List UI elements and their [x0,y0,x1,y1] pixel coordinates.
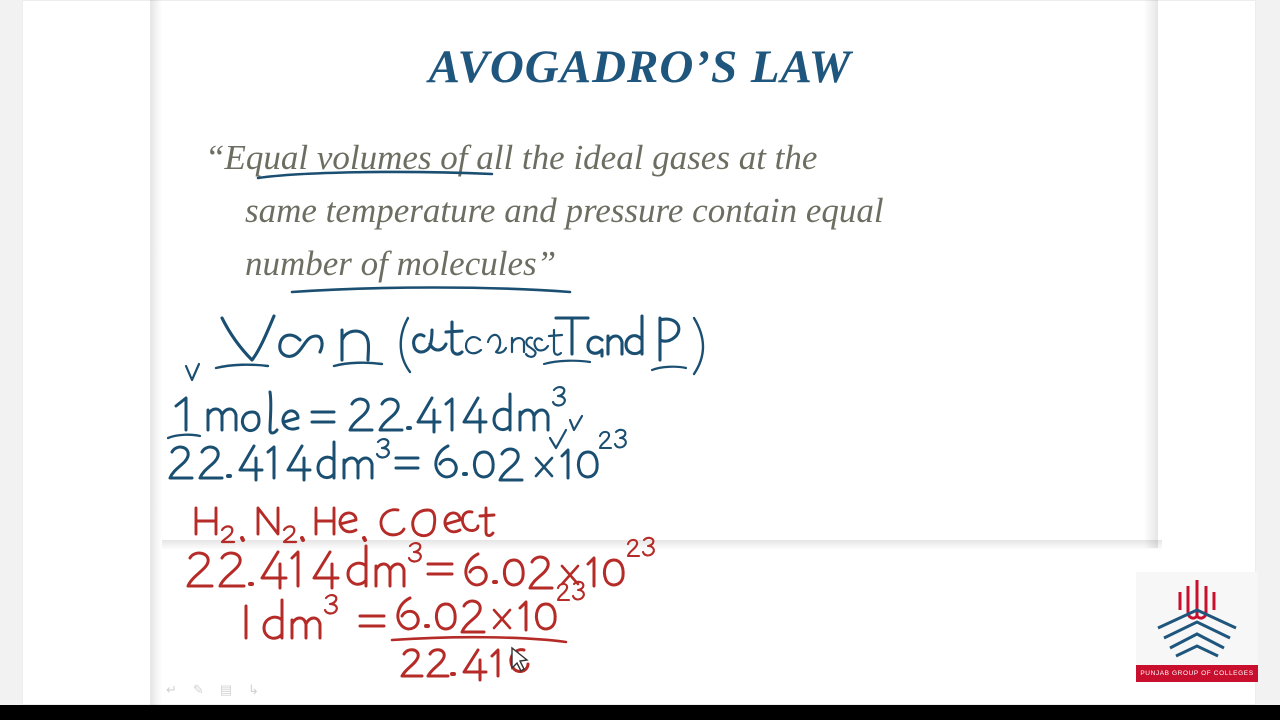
frame-right-strip [1256,0,1280,705]
institution-logo [1136,572,1258,682]
player-bottom-bar [0,705,1280,720]
quote-line-2: same temperature and pressure contain equal [245,191,884,230]
annotation-toolbar[interactable] [166,682,259,698]
quote-line-1: “Equal volumes of all the ideal gases at the [205,138,818,177]
board-edge-shadow-left [150,0,162,705]
page-title: AVOGADRO’S LAW [428,41,852,93]
quote-line-3: number of molecules” [245,244,557,283]
whiteboard-canvas[interactable] [22,0,1256,705]
eraser-icon[interactable]: ▤ [219,682,233,697]
pen-icon[interactable]: ✎ [192,682,204,697]
logo-mark [1136,572,1258,667]
undo-icon[interactable]: ↵ [166,682,177,697]
frame-left-strip [0,0,22,705]
logo-caption: PUNJAB GROUP OF COLLEGES [1136,665,1258,682]
board-edge-shadow-bottom [162,540,1162,550]
quote-text [205,131,1085,290]
redo-icon[interactable]: ↳ [248,682,260,697]
